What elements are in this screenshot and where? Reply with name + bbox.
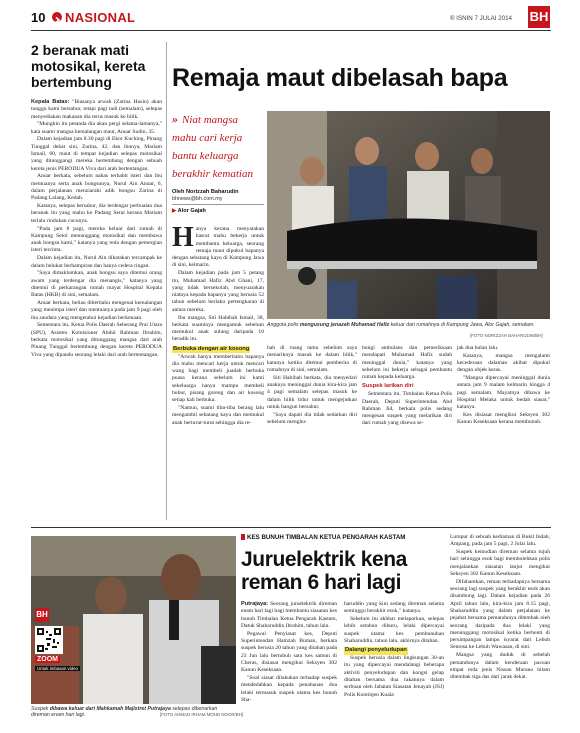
bottom-col-3 <box>450 534 550 682</box>
zoom-sub: Untuk imbasan video <box>37 666 79 671</box>
main-col4-p2: Katanya, mangsa mengalami kecederaan dalaman akibat dipukul dengan objek keras. <box>457 352 550 374</box>
main-col1-p1: anya kerana menyatakan hasrat mahu bekerja untuk membantu keluarga, seorang remaja maut dipukul bapanya dengan sebatang kayu di Kampung Jawa di sini, kelmarin. <box>172 226 264 269</box>
location-name: Alor Gajah <box>177 208 206 214</box>
left-story-paragraph-text: Sementara itu, Ketua Polis Daerah Seberang Prai Utara (SPU), Asisten Komisioner Abdul Rahman Ibrahim, berkata motosikal yang ditunggang mangsa dari arah Pinang Tunggal bertembung dengan kereta PERODUA Viva yang dipandu seorang lelaki dari arah bertentangan. <box>31 322 162 358</box>
location-tag <box>172 208 264 214</box>
main-col2-p2: Siti Habibah berkata, dia menyedari anaknya meninggal dunia kira-kira jam 4 pagi semalam selepas masuk ke dalam bilik tidur untuk mengejutkan untuk bangun bersahur. <box>267 374 357 410</box>
drop-cap: H <box>172 222 194 253</box>
main-col4-p4: Kes disiasat mengikut Seksyen 302 Kanun Keseksaan kerana membunuh. <box>457 412 550 426</box>
bottom-caption-rest: selepas dibenarkan direman enam hari lagi. <box>31 706 218 719</box>
bottom-kicker <box>241 534 405 541</box>
left-story-body <box>31 99 162 359</box>
bottom-col1-p1: Seorang juruelektrik direman enam hari lagi bagi membantu siasatan kes bunuh Timbalan Ketua Pengarah Kastam, Datuk Shaharuddin Ibrahim, tahun lalu. <box>241 601 337 629</box>
left-story-paragraph <box>31 226 162 255</box>
bottom-col3-p4: Mangsa yang duduk di sebelah pemandunya dalam kenderaan pacuan empat roda jenis Nissan Murano hitam ditembak tiga das dari jarak dekat. <box>450 652 550 681</box>
left-story-paragraph <box>31 255 162 270</box>
byline-name: Oleh Norizzah Baharudin <box>172 189 239 195</box>
left-story-paragraph-text: Anuar berkata, beliau diberitahu mengenai kemalangan yang menimpa isteri dan mentuanya pada jam 9 pagi oleh ibu saudara yang mengetahui kejadian berkenaan. <box>31 300 162 321</box>
bottom-col3-p2: Suspek kemudian direman selama tujuh hari sehingga esok bagi membolehkan polis menjalankan siasatan lanjut mengikut Seksyen 302 Kanun Keseksaan. <box>450 549 550 577</box>
main-photo <box>267 111 550 319</box>
bottom-col3-p1: Lumpur di sebuah kediaman di Bukit Indah, Ampang, pada jam 5 pagi, 2 Julai lalu. <box>450 534 550 548</box>
header-rule <box>31 30 551 31</box>
left-story-paragraph-text: Katanya, selepas bersahur, dia terdengar perbualan dua beranak itu yang mahu ke Padang Serai kerana Mariam terlalu rindukan cucunya. <box>31 203 162 224</box>
main-col-2 <box>267 345 357 427</box>
bottom-photo-badge: BH <box>35 608 49 622</box>
left-story-headline: 2 beranak mati motosikal, kereta bertembung <box>31 42 146 90</box>
page-date: ® ISNIN 7 JULAI 2014 <box>450 15 512 22</box>
main-col1-p2: Dalam kejadian pada jam 5 petang itu, Muhamad Hafiz Abd Ghani, 17, yang tidak bersekolah, menyuarakan niatnya kepada bapanya yang berusia 52 tahun sebelum berlaku pertengkaran di antara mereka. <box>172 270 264 313</box>
bottom-col3-p3: Difahamkan, reman terhadapnya bersama seorang lagi suspek yang berakhir esok akan disambung lagi. Dalam kejadian pada 26 April tahun lalu, kira-kira jam 8.15 pagi, Shaharuddin yang dalam perjalanan ke pejabat bersama pemandunya ditembak oleh seorang daripada dua lelaki yang menunggang motosikal ketika berhenti di persimpangan lampu isyarat dari Lebuh Sentosa ke Lebuh Wawasan, di sini. <box>450 578 550 651</box>
main-photo-image <box>267 111 550 319</box>
main-col-4 <box>457 345 550 427</box>
bottom-col2-p3: Suspek berusia dalam lingkungan 30-an itu yang dipercayai mendalangi beberapa aktiviti penyeludupan dan kongsi gelap ditahan bersama dua rakannya dalam serbuan oleh Jabatan Siasatan Jenayah (JSJ) Polis Kontinjen Kuala <box>344 655 444 698</box>
byline-rule <box>172 204 264 205</box>
bottom-headline: Juruelektrik kena reman 6 hari lagi <box>241 548 407 594</box>
subhead-berbuka: Berbuka dengan air kosong <box>173 345 250 352</box>
bottom-col-1 <box>241 601 337 705</box>
left-story-paragraph-text: Anuar berkata, sebelum nahas terbabit isteri dan ibu mentuanya serta anak bongsunya, Nurul Ain Anuar, 6, dalam perjalanan menziarahi adik bongsu Zarina di Padang Lalang, Kedah. <box>31 173 162 202</box>
bottom-caption-bold: dibawa keluar dari Mahkamah Majistret Putrajaya <box>48 706 171 712</box>
main-col4-p1: jak dua bulan lalu. <box>457 345 499 351</box>
column-divider <box>166 42 167 520</box>
left-story-paragraph-text: Dalam kejadian jam 8.30 pagi di Ekor Kuching, Pinang Tunggal dekat sini, Zarina, 42, dan ibunya, Mariam Ismail, 60, maut di tempat kejadian selepas motosikal yang ditunggangi mereka bertembung dengan sebuah kereta jenis PERODUA Viva dari arah bertentangan. <box>31 136 162 172</box>
main-col4-p3: "Mangsa dipercayai meninggal dunia antara jam 9 malam kelmarin hingga 4 pagi semalam. Mayatnya dibawa ke Hospital Melaka untuk bedah siasat," katanya. <box>457 375 550 411</box>
bottom-col-2 <box>344 601 444 699</box>
left-story-paragraph-text: Dalam kejadian itu, Nurul Ain dikatakan tercampak ke dalam belukar berhampiran dan hanya cedera ringan. <box>31 255 162 269</box>
bottom-col2-p1: haruddin yang kini sedang direman selama seminggu berakhir esok," katanya. <box>344 601 444 615</box>
left-story-paragraph <box>31 99 162 121</box>
qr-code-icon[interactable] <box>35 626 63 654</box>
main-photo-credit: [FOTO NORIZZAH BAHARUDIN/BH] <box>470 333 543 338</box>
main-col3-p1: bungi ambulans dan pemeriksaan mendapati Muhamad Hafiz sudah meninggal dunia," katanya yang sebelum ini bekerja sebagai pembantu rumah kepada keluarga. <box>362 345 452 381</box>
subhead-dalangi: Dalangi penyeludupan <box>345 647 407 654</box>
caption-bold: mengusung jenazah Muhamad Hafiz <box>298 322 390 328</box>
bottom-col1-p2: Pegawai Penyiasat kes, Deputi Superintendan Hamzah Buman, berkata suspek berusia 20 tahun yang ditahan pada 23 Jun lalu bertubuh satu kes samun di Cheras, disiasat mengikut Seksyen 302 Kanun Keseksaan. <box>241 630 337 674</box>
main-col1-p3: Ibu mangsa, Siti Habibah Ismail, 38, berkata suaminya mengamuk sebelum memukul anak sulung daripada 10 beradik itu. <box>172 314 264 343</box>
left-story-paragraph <box>31 203 162 225</box>
main-col-1 <box>172 222 264 428</box>
location-arrow-icon: ▶ <box>172 208 177 214</box>
section-name: NASIONAL <box>65 10 136 25</box>
byline-email: bhnews@bh.com.my <box>172 196 223 202</box>
pull-quote-text: Niat mangsa mahu cari kerja bantu keluarga berakhir kematian <box>172 114 253 180</box>
bottom-col1-p3: "Soal siasat dilakukan terhadap suspek mendedahkan kepada penahanan dua lelaki termasuk suspek utama kes bunuh Sha- <box>241 674 337 703</box>
left-story-paragraph-text: "Pada jam 8 pagi, mereka keluar dari rumah di Kampung Setol menunggang motosikal dan membawa anak bongsu kami," katanya yang reda dengan pemergian isteri tercinta. <box>31 225 162 254</box>
caption-lead: Anggota polis <box>267 322 299 328</box>
kicker-text: KES BUNUH TIMBALAN KETUA PENGARAH KASTAM <box>247 534 406 541</box>
left-story-paragraph <box>31 322 162 358</box>
caption-rest: keluar dari rumahnya di Kampung Jawa, Alor Gajah, semalam. <box>389 322 535 328</box>
bottom-caption-lead: Suspek <box>31 706 49 712</box>
bottom-photo-credit: [FOTO AHMAD IRHAM MOHD NOOR/BH] <box>160 712 244 717</box>
main-col-3 <box>362 345 452 428</box>
page-number: 10 <box>31 10 46 25</box>
brand-logo: BH <box>528 6 550 28</box>
left-story-paragraph-text: "Biasanya arwah (Zarina Husin) akan tunggu kami bersahur, tetapi pagi tadi (semalam), selepas menyediakan makanan dia terus masuk ke bilik. <box>31 99 162 120</box>
left-story-paragraph <box>31 121 162 136</box>
bottom-col2-p2: Sebelum itu akhbar melaporkan, selepas lebih setahun diburu, lelaki dipercayai suspek utama kes pembunuhan Shaharuddin, tahun lalu, akhirnya ditahan. <box>344 616 444 644</box>
left-story-lead: Kepala Batas: <box>31 99 70 105</box>
bottom-story-rule <box>31 527 551 528</box>
bottom-photo-image <box>31 536 236 704</box>
left-story <box>31 42 162 527</box>
left-story-paragraph <box>31 173 162 202</box>
section-arrow-icon <box>52 12 62 22</box>
zoom-label: ZOOM <box>37 656 58 663</box>
page-header <box>0 0 580 32</box>
main-col1-p5: "Namun, suami tiba-tiba berang lalu mengambil sebatang kayu dan memukul anak berturut-turut sehingga dia re- <box>172 405 264 426</box>
left-story-paragraph <box>31 270 162 299</box>
bottom-photo <box>31 536 236 704</box>
kicker-marker-icon <box>241 534 245 540</box>
main-photo-caption <box>267 322 550 328</box>
main-col2-p3: "Saya dapati dia tidak sedarkan diri sebelum menghu- <box>267 411 357 425</box>
left-story-paragraph <box>31 300 162 322</box>
pull-quote <box>172 110 262 182</box>
main-story-headline: Remaja maut dibelasah bapa <box>172 64 508 92</box>
main-col2-p1: bah di ruang tamu sebelum saya menariknya masuk ke dalam bilik," katanya ketika ditemui pemberita di rumahnya di sini, semalam. <box>267 345 357 373</box>
left-story-paragraph <box>31 136 162 172</box>
bottom-lead: Putrajaya: <box>241 601 269 607</box>
subhead-suspek: Suspek larikan diri <box>362 383 414 390</box>
left-story-paragraph-text: "Saya dimaklumkan, anak bongsu saya ditemui orang awam yang terdengar dia menangis," katanya yang ditemui di perkarangan rumah mayat Hospital Kepala Batas (HKB) di sini, semalam. <box>31 270 162 299</box>
main-col3-p2: Sementara itu, Timbalan Ketua Polis Daerah, Deputi Superintendan Abd Rahman Jid, berkata polis sedang mengesan suspek yang melarikan diri dari rumah yang disewa se- <box>362 391 452 427</box>
pull-quote-mark: » <box>172 112 178 126</box>
byline <box>172 189 264 214</box>
left-story-paragraph-text: "Mungkin itu petanda dia akan pergi selama-lamanya," kata suami mangsa kemalangan maut, Anuar Sudin, 35. <box>31 121 162 135</box>
main-col1-p4: "Arwah hanya memberitahu bapanya dia mahu mencari kerja untuk mencari wang bagi membeli juadah berbuka puasa kerana sebelum ini kami sekeluarga hanya mampu membeli bubur, pisang goreng dan air kosong setiap kali berbuka. <box>172 353 264 404</box>
